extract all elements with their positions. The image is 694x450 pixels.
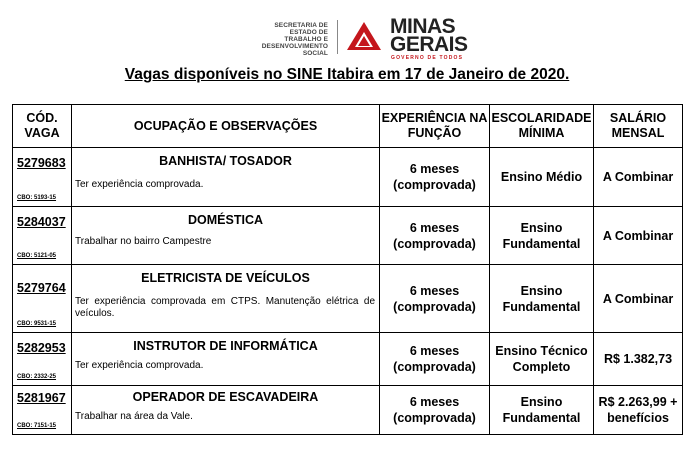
minas-gerais-logo-icon	[346, 20, 382, 52]
occupation-title: OPERADOR DE ESCAVADEIRA	[132, 390, 319, 404]
header-education: ESCOLARIDADE MÍNIMA	[490, 105, 594, 148]
occupation-obs: Trabalhar na área da Vale.	[75, 411, 193, 422]
occupation-obs: Ter experiência comprovada em CTPS. Manutenção elétrica de veículos.	[75, 296, 375, 319]
code-cell	[13, 148, 72, 207]
experience-cell: 6 meses (comprovada)	[380, 207, 490, 265]
code-cell	[13, 207, 72, 265]
experience-cell: 6 meses (comprovada)	[380, 265, 490, 333]
brand-tagline: GOVERNO DE TODOS	[391, 55, 464, 61]
experience-cell: 6 meses (comprovada)	[380, 386, 490, 435]
education-cell: Ensino Médio	[490, 148, 594, 207]
education-cell: Ensino Técnico Completo	[490, 333, 594, 386]
header-occupation: OCUPAÇÃO E OBSERVAÇÕES	[72, 105, 380, 148]
table-row	[13, 265, 683, 333]
table-row	[13, 333, 683, 386]
occupation-obs: Ter experiência comprovada.	[75, 360, 204, 371]
job-code-link[interactable]: 5279683	[17, 156, 66, 170]
salary-cell: R$ 1.382,73	[594, 333, 683, 386]
header-code: CÓD. VAGA	[13, 105, 72, 148]
page-header	[0, 0, 694, 60]
cbo-code: CBO: 7151-15	[17, 423, 57, 429]
occupation-title: ELETRICISTA DE VEÍCULOS	[141, 271, 310, 285]
cbo-code: CBO: 2332-25	[17, 374, 57, 380]
education-cell: Ensino Fundamental	[490, 207, 594, 265]
header-divider	[337, 20, 338, 54]
salary-cell: A Combinar	[594, 148, 683, 207]
occupation-cell	[72, 333, 380, 386]
occupation-obs: Ter experiência comprovada.	[75, 179, 204, 190]
salary-cell: A Combinar	[594, 265, 683, 333]
cbo-code: CBO: 9531-15	[17, 321, 57, 327]
occupation-title: BANHISTA/ TOSADOR	[159, 154, 292, 168]
table-row	[13, 148, 683, 207]
code-cell	[13, 265, 72, 333]
cbo-code: CBO: 5193-15	[17, 195, 57, 201]
job-code-link[interactable]: 5282953	[17, 341, 66, 355]
brand-wordmark: MINAS GERAIS	[390, 15, 468, 56]
jobs-table	[12, 104, 683, 435]
experience-cell: 6 meses (comprovada)	[380, 333, 490, 386]
table-row	[13, 386, 683, 435]
code-cell	[13, 386, 72, 435]
occupation-cell	[72, 148, 380, 207]
cbo-code: CBO: 5121-05	[17, 253, 57, 259]
secretaria-logo-text: SECRETARIA DE ESTADO DE TRABALHO E DESENVOLVIMENTO SOCIAL	[261, 22, 328, 57]
occupation-obs: Trabalhar no bairro Campestre	[75, 236, 212, 247]
education-cell: Ensino Fundamental	[490, 386, 594, 435]
education-cell: Ensino Fundamental	[490, 265, 594, 333]
code-cell	[13, 333, 72, 386]
header-salary: SALÁRIO MENSAL	[594, 105, 683, 148]
table-header-row	[13, 105, 683, 148]
occupation-cell	[72, 265, 380, 333]
experience-cell: 6 meses (comprovada)	[380, 148, 490, 207]
job-code-link[interactable]: 5284037	[17, 215, 66, 229]
occupation-title: INSTRUTOR DE INFORMÁTICA	[133, 339, 318, 353]
salary-cell: R$ 2.263,99 + benefícios	[594, 386, 683, 435]
occupation-cell	[72, 386, 380, 435]
header-experience: EXPERIÊNCIA NA FUNÇÃO	[380, 105, 490, 148]
page-title: Vagas disponíveis no SINE Itabira em 17 de Janeiro de 2020.	[124, 66, 570, 83]
occupation-cell	[72, 207, 380, 265]
job-code-link[interactable]: 5281967	[17, 391, 66, 405]
salary-cell: A Combinar	[594, 207, 683, 265]
table-row	[13, 207, 683, 265]
job-code-link[interactable]: 5279764	[17, 281, 66, 295]
occupation-title: DOMÉSTICA	[188, 213, 263, 227]
